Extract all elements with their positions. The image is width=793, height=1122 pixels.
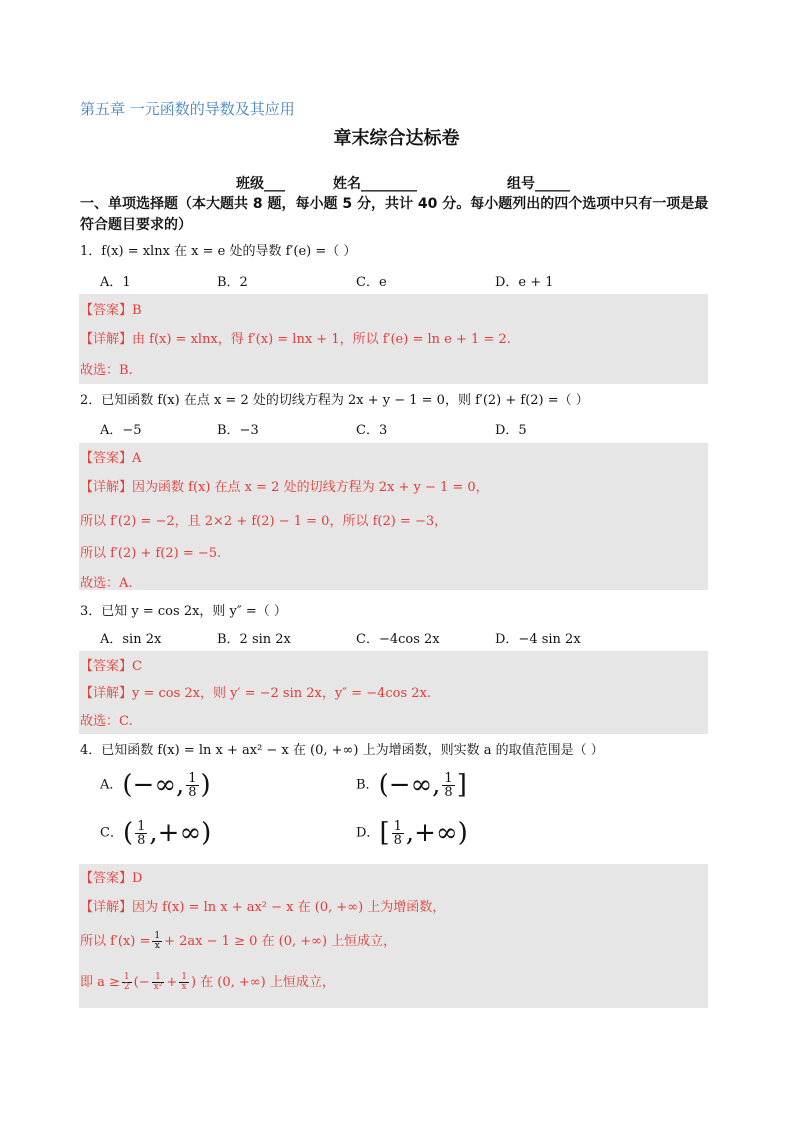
q4-line3-frac1 bbox=[152, 973, 165, 992]
q4-option-d-right: ,+∞) bbox=[405, 818, 468, 848]
q4-option-d-label: D． bbox=[356, 825, 380, 841]
q4-option-b-label: B． bbox=[356, 777, 379, 793]
q2-explanation-line-3: 所以 f′(2) + f(2) = −5. bbox=[80, 546, 222, 561]
q4-option-b-right: ] bbox=[456, 770, 467, 800]
q4-explanation-line-3 bbox=[80, 971, 335, 992]
q4-line2-fraction bbox=[152, 932, 162, 951]
question-4-stem: 4．已知函数 f(x) = ln x + ax² − x 在 (0, +∞) 上为增函数，则实数 a 的取值范围是（ ） bbox=[80, 743, 604, 758]
q4-option-a bbox=[100, 770, 211, 800]
q2-answer: 【答案】A bbox=[80, 451, 142, 466]
q2-option-c: C．3 bbox=[356, 423, 388, 438]
q4-line2-suffix: + 2ax − 1 ≥ 0 在 (0, +∞) 上恒成立， bbox=[164, 934, 397, 949]
fraction-numerator: 1 bbox=[123, 972, 130, 982]
group-label: 组号_____ bbox=[507, 176, 570, 192]
fraction-numerator: 1 bbox=[154, 931, 161, 941]
fraction-numerator: 1 bbox=[137, 818, 146, 834]
q3-option-c: C．−4cos 2x bbox=[356, 632, 440, 647]
fraction-numerator: 1 bbox=[393, 818, 402, 834]
fraction-numerator: 1 bbox=[444, 770, 453, 786]
q4-answer: 【答案】D bbox=[80, 871, 143, 886]
q1-option-c: C．e bbox=[356, 275, 387, 290]
q4-option-d bbox=[356, 818, 468, 848]
q1-option-d: D．e + 1 bbox=[495, 275, 554, 290]
fraction-numerator: 1 bbox=[152, 973, 165, 983]
fraction-denominator: x bbox=[181, 982, 187, 992]
q3-answer: 【答案】C bbox=[80, 659, 142, 674]
q3-option-b: B．2 sin 2x bbox=[217, 632, 291, 647]
q2-option-a: A．−5 bbox=[100, 423, 142, 438]
q4-line3-plus: + bbox=[166, 975, 178, 990]
q4-option-b-left: (−∞, bbox=[378, 770, 441, 800]
q4-line3-mid: (− bbox=[133, 975, 150, 990]
fraction-denominator: 8 bbox=[444, 784, 453, 800]
q1-option-b: B．2 bbox=[217, 275, 248, 290]
name-label: 姓名________ bbox=[333, 176, 417, 192]
q4-explanation-line-1: 【详解】因为 f(x) = ln x + ax² − x 在 (0, +∞) 上为增函数， bbox=[80, 900, 446, 915]
q2-explanation-line-1: 【详解】因为函数 f(x) 在点 x = 2 处的切线方程为 2x + y − 1 = 0， bbox=[80, 480, 489, 495]
q4-option-b bbox=[356, 770, 467, 800]
fraction-denominator: 8 bbox=[393, 832, 402, 848]
fraction-denominator: 2 bbox=[123, 982, 130, 992]
q4-option-c-fraction bbox=[135, 820, 147, 847]
q4-option-d-left: [ bbox=[379, 818, 390, 848]
q4-option-c-right: ,+∞) bbox=[149, 818, 212, 848]
fraction-denominator: x bbox=[154, 941, 160, 951]
q4-option-c bbox=[100, 818, 211, 848]
q2-option-d: D．5 bbox=[495, 423, 527, 438]
q4-line3-suffix: ) 在 (0, +∞) 上恒成立， bbox=[190, 975, 335, 990]
q4-line2-prefix: 所以 f′(x) = bbox=[80, 934, 151, 949]
q4-line3-half bbox=[122, 973, 132, 992]
class-label: 班级___ bbox=[236, 176, 285, 192]
q1-answer: 【答案】B bbox=[80, 303, 142, 318]
q4-option-a-left: (−∞, bbox=[122, 770, 185, 800]
page-title: 章末综合达标卷 bbox=[333, 128, 460, 149]
q1-explanation: 【详解】由 f(x) = xlnx，得 f′(x) = lnx + 1，所以 f′(e) = ln e + 1 = 2. bbox=[80, 332, 511, 347]
q1-conclusion: 故选：B. bbox=[80, 363, 133, 378]
q2-conclusion: 故选：A. bbox=[80, 576, 133, 591]
fraction-numerator: 1 bbox=[188, 770, 197, 786]
q3-conclusion: 故选：C. bbox=[80, 714, 133, 729]
q4-option-d-fraction bbox=[392, 820, 404, 847]
q4-option-c-label: C． bbox=[100, 825, 123, 841]
q3-explanation: 【详解】y = cos 2x，则 y′ = −2 sin 2x，y″ = −4cos 2x. bbox=[80, 686, 432, 701]
q4-option-a-label: A． bbox=[100, 777, 123, 793]
q4-line3-frac2 bbox=[179, 973, 189, 992]
q4-line3-prefix: 即 a ≥ bbox=[80, 975, 120, 990]
question-2-stem: 2．已知函数 f(x) 在点 x = 2 处的切线方程为 2x + y − 1 = 0，则 f′(2) + f(2) =（ ） bbox=[80, 393, 589, 408]
fraction-denominator: 8 bbox=[137, 832, 146, 848]
section-heading: 一、单项选择题（本大题共 8 题，每小题 5 分，共计 40 分。每小题列出的四个选项中只有一项是最符合题目要求的） bbox=[80, 196, 709, 233]
chapter-heading: 第五章 一元函数的导数及其应用 bbox=[80, 100, 295, 118]
q4-option-c-left: ( bbox=[122, 818, 134, 848]
fraction-denominator: 8 bbox=[188, 784, 197, 800]
q2-explanation-line-2: 所以 f′(2) = −2，且 2×2 + f(2) − 1 = 0，所以 f(2) = −3， bbox=[80, 514, 448, 529]
question-3-stem: 3．已知 y = cos 2x，则 y″ =（ ） bbox=[80, 604, 287, 619]
q4-option-a-right: ) bbox=[200, 770, 211, 800]
q3-option-d: D．−4 sin 2x bbox=[495, 632, 581, 647]
q2-option-b: B．−3 bbox=[217, 423, 259, 438]
q4-explanation-line-2 bbox=[80, 930, 396, 951]
q3-option-a: A．sin 2x bbox=[100, 632, 162, 647]
q4-option-a-fraction bbox=[186, 772, 198, 799]
q1-option-a: A．1 bbox=[100, 275, 131, 290]
q4-option-b-fraction bbox=[442, 772, 454, 799]
fraction-numerator: 1 bbox=[181, 972, 187, 982]
question-1-stem: 1．f(x) = xlnx 在 x = e 处的导数 f′(e) =（ ） bbox=[80, 244, 357, 259]
fraction-denominator: x² bbox=[153, 982, 163, 992]
